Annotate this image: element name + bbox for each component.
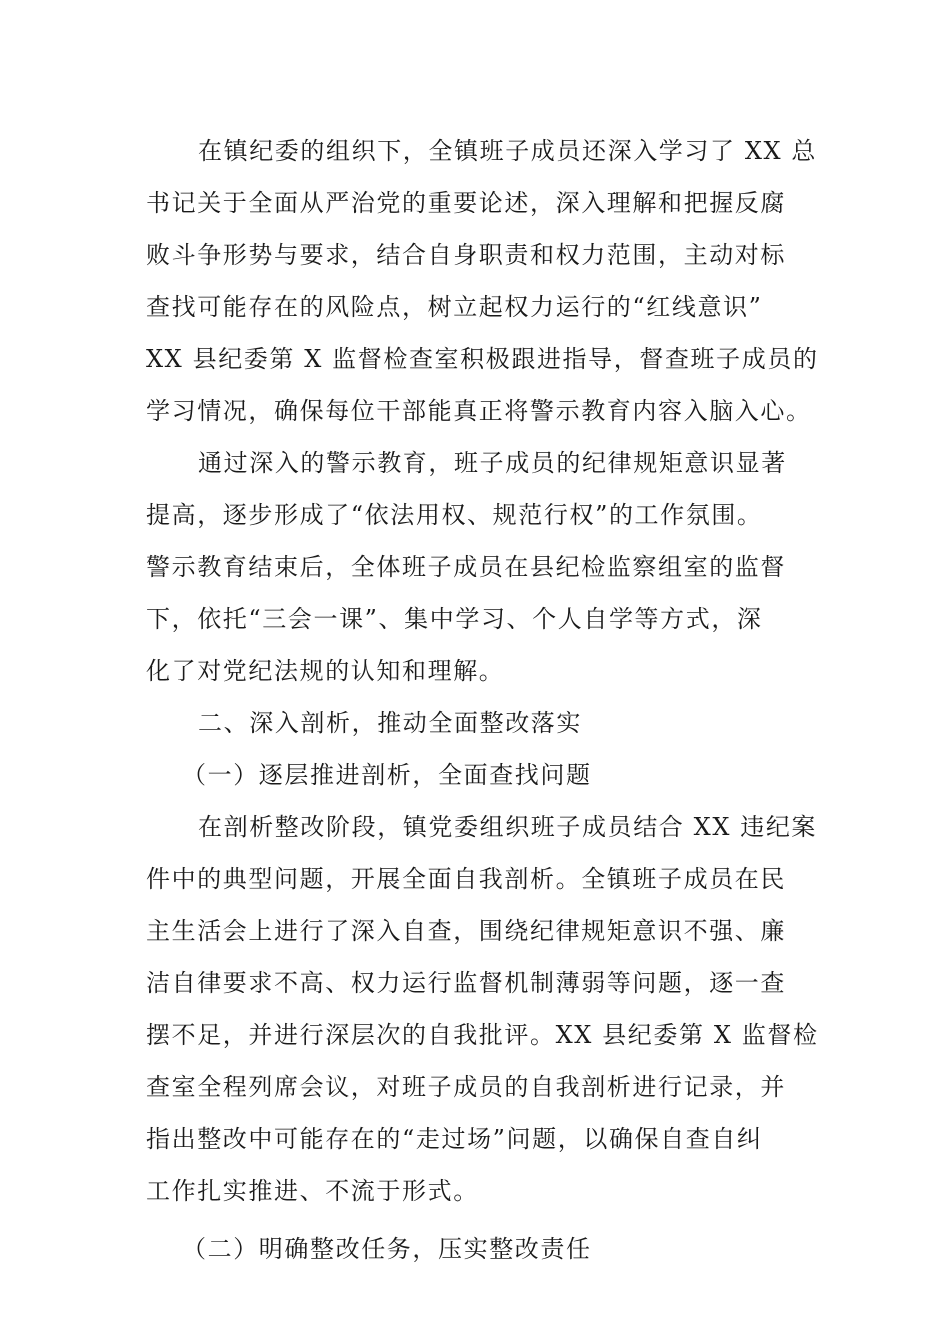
- text-line: 主生活会上进行了深入自查，围绕纪律规矩意识不强、廉: [146, 917, 786, 945]
- text-line: 工作扎实推进、不流于形式。: [146, 1177, 479, 1205]
- subsection-heading-text: （二）明确整改任务，压实整改责任: [182, 1235, 592, 1263]
- text-line: 提高，逐步形成了“依法用权、规范行权”的工作氛围。: [146, 501, 763, 529]
- paragraph-study: [146, 125, 819, 437]
- text-line: 指出整改中可能存在的“走过场”问题，以确保自查自纠: [146, 1125, 763, 1153]
- text-line: 查室全程列席会议，对班子成员的自我剖析进行记录，并: [146, 1073, 786, 1101]
- paragraph-warning-education: [146, 437, 806, 697]
- subsection-heading-2: [146, 1223, 806, 1275]
- paragraph-analysis: [146, 801, 819, 1217]
- text-line: 化了对党纪法规的认知和理解。: [146, 657, 505, 685]
- text-line: 在镇纪委的组织下，全镇班子成员还深入学习了 XX 总: [198, 137, 818, 165]
- text-line: 通过深入的警示教育，班子成员的纪律规矩意识显著: [198, 449, 787, 477]
- subsection-heading-text: （一）逐层推进剖析，全面查找问题: [182, 761, 592, 789]
- text-line: XX 县纪委第 X 监督检查室积极跟进指导，督查班子成员的: [146, 345, 819, 373]
- text-line: 学习情况，确保每位干部能真正将警示教育内容入脑入心。: [146, 397, 812, 425]
- text-line: 件中的典型问题，开展全面自我剖析。全镇班子成员在民: [146, 865, 786, 893]
- text-line: 摆不足，并进行深层次的自我批评。XX 县纪委第 X 监督检: [146, 1021, 819, 1049]
- text-line: 败斗争形势与要求，结合自身职责和权力范围，主动对标: [146, 241, 786, 269]
- subsection-heading-1: [146, 749, 806, 801]
- text-line: 警示教育结束后，全体班子成员在县纪检监察组室的监督: [146, 553, 786, 581]
- section-heading: [146, 697, 806, 749]
- document-body: [146, 125, 819, 1275]
- text-line: 下，依托“三会一课”、集中学习、个人自学等方式，深: [146, 605, 763, 633]
- section-heading-text: 二、深入剖析，推动全面整改落实: [198, 709, 582, 737]
- text-line: 查找可能存在的风险点，树立起权力运行的“红线意识”: [146, 293, 763, 321]
- text-line: 书记关于全面从严治党的重要论述，深入理解和把握反腐: [146, 189, 786, 217]
- text-line: 在剖析整改阶段，镇党委组织班子成员结合 XX 违纪案: [198, 813, 818, 841]
- text-line: 洁自律要求不高、权力运行监督机制薄弱等问题，逐一查: [146, 969, 786, 997]
